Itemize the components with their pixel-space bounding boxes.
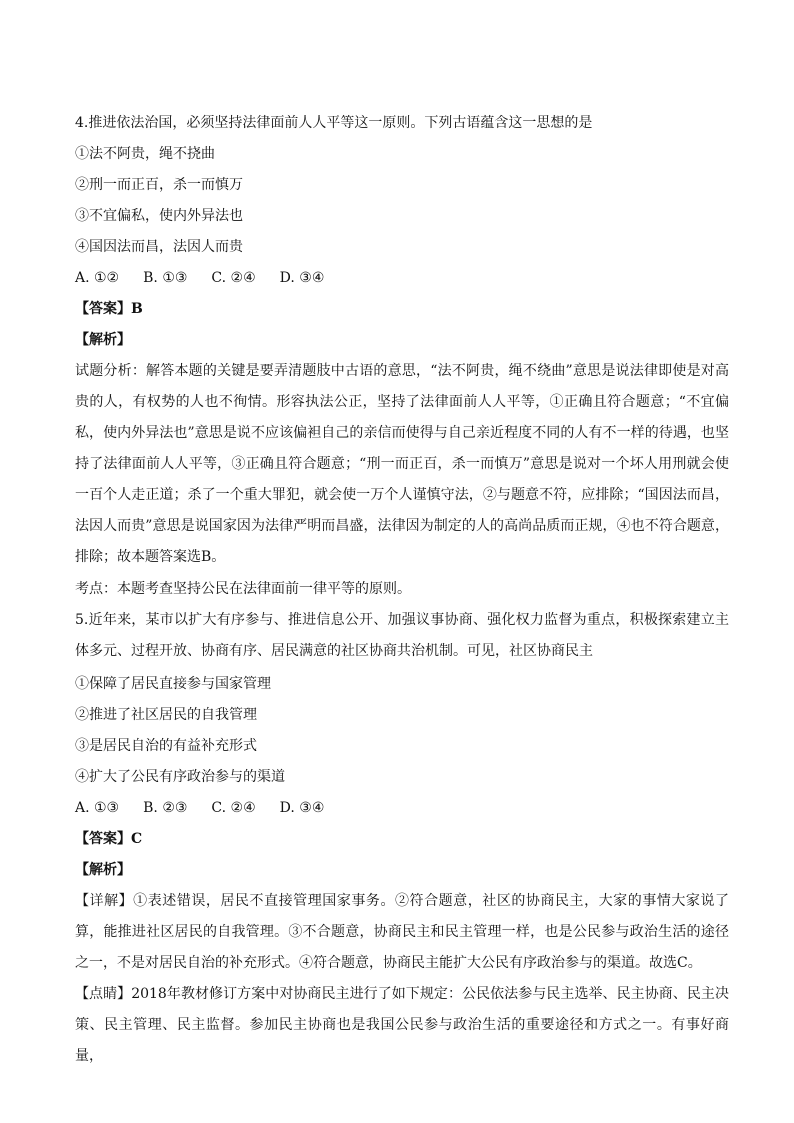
question-4-item-1: ①法不阿贵，绳不挠曲 — [75, 146, 215, 162]
question-5-options — [75, 798, 735, 818]
question-4-item-2: ②刑一而正百，杀一而慎万 — [75, 177, 243, 193]
question-5-dianjing: 【点睛】2018年教材修订方案中对协商民主进行了如下规定：公民依法参与民主选举、民主协商、民主决策、民主管理、民主监督。参加民主协商也是我国公民参与政治生活的重要途径和方式之一。有事好商量， — [75, 986, 729, 1064]
question-4-options — [75, 268, 735, 288]
question-4-stem: 4.推进依法治国，必须坚持法律面前人人平等这一原则。下列古语蕴含这一思想的是 — [75, 115, 593, 131]
question-4-analysis: 试题分析：解答本题的关键是要弄清题肢中古语的意思，“法不阿贵，绳不绕曲”意思是说法律即使是对高贵的人，有权势的人也不徇情。形容执法公正，坚持了法律面前人人平等，①正确且符合题意；“不宜偏私，使内外异法也”意思是说不应该偏袒自己的亲信而使得与自己亲近程度不同的人有不一样的待遇，也坚持了法律面前人人平等，③正确且符合题意；“刑一而正百，杀一而慎万”意思是说对一个坏人用刑就会使一百个人走正道；杀了一个重大罪犯，就会使一万个人谨慎守法，②与题意不符，应排除；“国因法而昌，法因人而贵”意思是说国家因为法律严明而昌盛，法律因为制定的人的高尚品质而正规，④也不符合题意，排除；故本题答案选B。 — [75, 363, 729, 565]
question-5-item-3: ③是居民自治的有益补充形式 — [75, 738, 257, 754]
option-b: B. ②③ — [143, 800, 188, 816]
question-5-answer: 【答案】C — [75, 831, 143, 847]
option-d: D. ③④ — [279, 800, 325, 816]
question-5-stem: 5.近年来，某市以扩大有序参与、推进信息公开、加强议事协商、强化权力监督为重点，积极探索建立主体多元、过程开放、协商有序、居民满意的社区协商共治机制。可见，社区协商民主 — [75, 612, 729, 659]
question-4-analysis-label: 【解析】 — [75, 332, 131, 348]
question-5-item-4: ④扩大了公民有序政治参与的渠道 — [75, 769, 285, 785]
question-4-kaodian: 考点：本题考查坚持公民在法律面前一律平等的原则。 — [75, 581, 411, 597]
option-c: C. ②④ — [211, 800, 256, 816]
option-c: C. ②④ — [211, 270, 256, 286]
question-5-item-1: ①保障了居民直接参与国家管理 — [75, 676, 271, 692]
question-5-detail: 【详解】①表述错误，居民不直接管理国家事务。②符合题意，社区的协商民主，大家的事情大家说了算，能推进社区居民的自我管理。③不合题意，协商民主和民主管理一样，也是公民参与政治生活的途径之一，不是对居民自治的补充形式。④符合题意，协商民主能扩大公民有序政治参与的渠道。故选C。 — [75, 893, 729, 971]
question-4-item-3: ③不宜偏私，使内外异法也 — [75, 208, 243, 224]
question-4-answer: 【答案】B — [75, 301, 143, 317]
question-5-item-2: ②推进了社区居民的自我管理 — [75, 707, 257, 723]
option-b: B. ①③ — [143, 270, 188, 286]
option-a: A. ①③ — [75, 800, 120, 816]
question-5-analysis-label: 【解析】 — [75, 862, 131, 878]
option-a: A. ①② — [75, 270, 120, 286]
question-4-item-4: ④国因法而昌，法因人而贵 — [75, 239, 243, 255]
option-d: D. ③④ — [279, 270, 325, 286]
